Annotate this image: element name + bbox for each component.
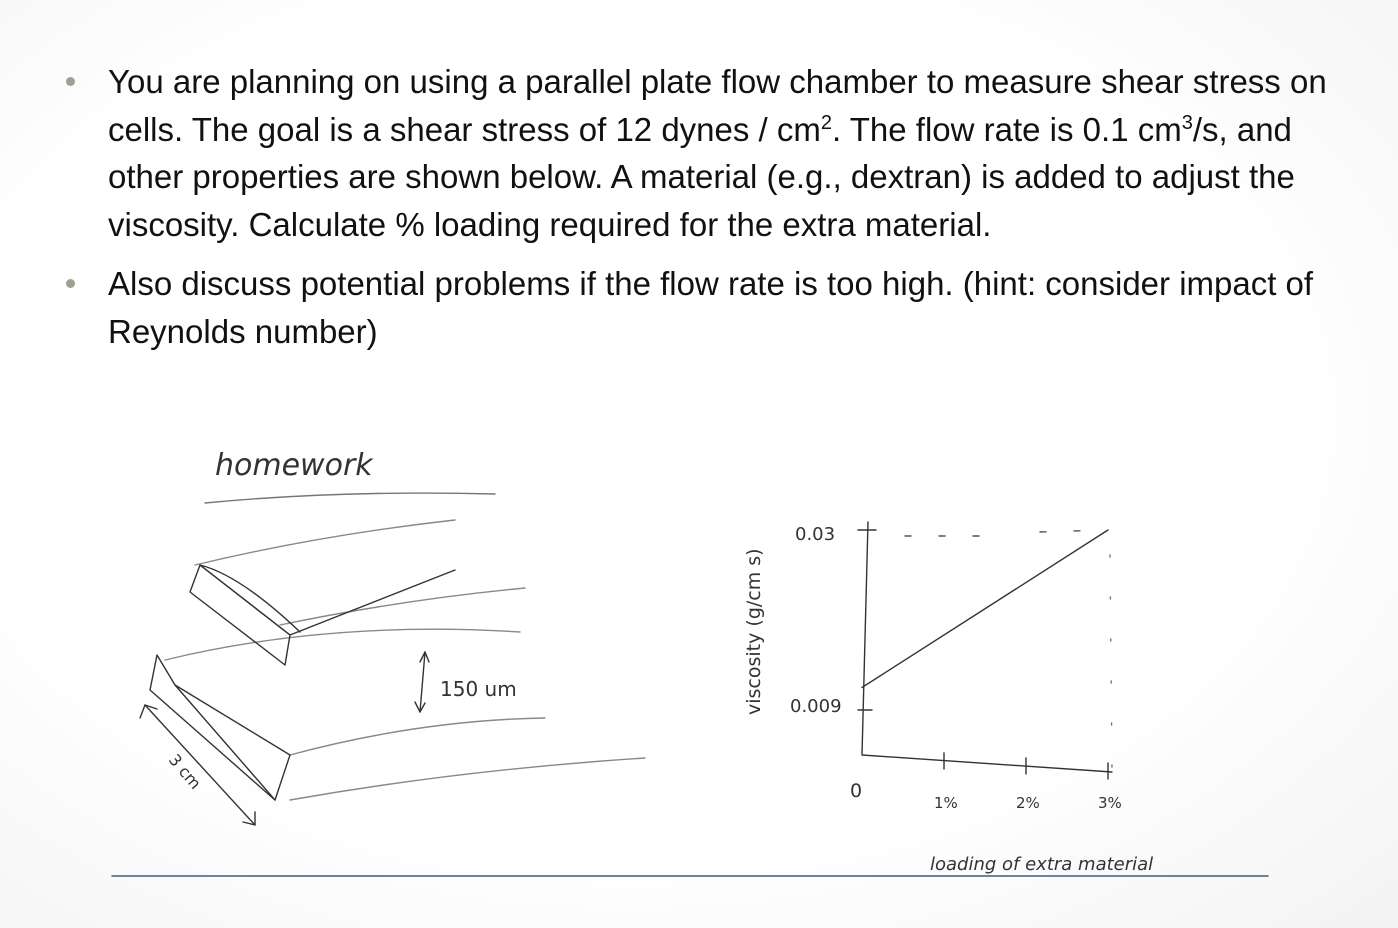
width-label: 3 cm [164, 750, 205, 793]
x-tick-label: 3% [1098, 794, 1122, 812]
top-plate-edge [200, 565, 455, 635]
sketch-title: homework [215, 448, 373, 483]
guide-line-top [905, 530, 1105, 536]
x-tick-label: 1% [934, 794, 958, 812]
x-tick-label: 2% [1016, 794, 1040, 812]
bullet-1-text-c: /s, and other properties are shown below. A material (e.g., dextran) is added to adjust the viscosity. Calculate % loading required for the extra material. [108, 110, 1295, 243]
y-tick-label-bottom: 0.009 [790, 696, 842, 717]
bottom-plate [150, 655, 290, 800]
x-tick-label: 0 [850, 780, 863, 802]
y-tick-label-top: 0.03 [795, 524, 836, 545]
guide-line-right [1110, 555, 1112, 770]
y-axis-label: viscosity (g/cm s) [743, 548, 765, 715]
viscosity-chart [743, 522, 1153, 875]
bullet-1-text-b: . The flow rate is 0.1 cm [832, 110, 1182, 148]
title-underline [205, 493, 495, 503]
bullet-1-text-a: You are planning on using a parallel plate flow chamber to measure shear stress on cells. The goal is a shear stress of 12 dynes / cm [108, 63, 1327, 148]
x-ticks [850, 753, 1122, 812]
top-plate [190, 565, 300, 665]
bullet-2-text: Also discuss potential problems if the flow rate is too high. (hint: consider impact of Reynolds number) [108, 265, 1314, 350]
series-line [862, 530, 1108, 688]
axes [862, 522, 1112, 772]
flow-line [280, 588, 525, 625]
superscript-3: 3 [1181, 111, 1193, 134]
flow-line [195, 520, 455, 565]
flow-line [290, 758, 645, 800]
superscript-2: 2 [820, 111, 833, 134]
x-axis-label: loading of extra material [930, 854, 1154, 875]
gap-label: 150 um [440, 677, 517, 701]
flow-line [165, 629, 520, 660]
flow-line [290, 718, 545, 755]
